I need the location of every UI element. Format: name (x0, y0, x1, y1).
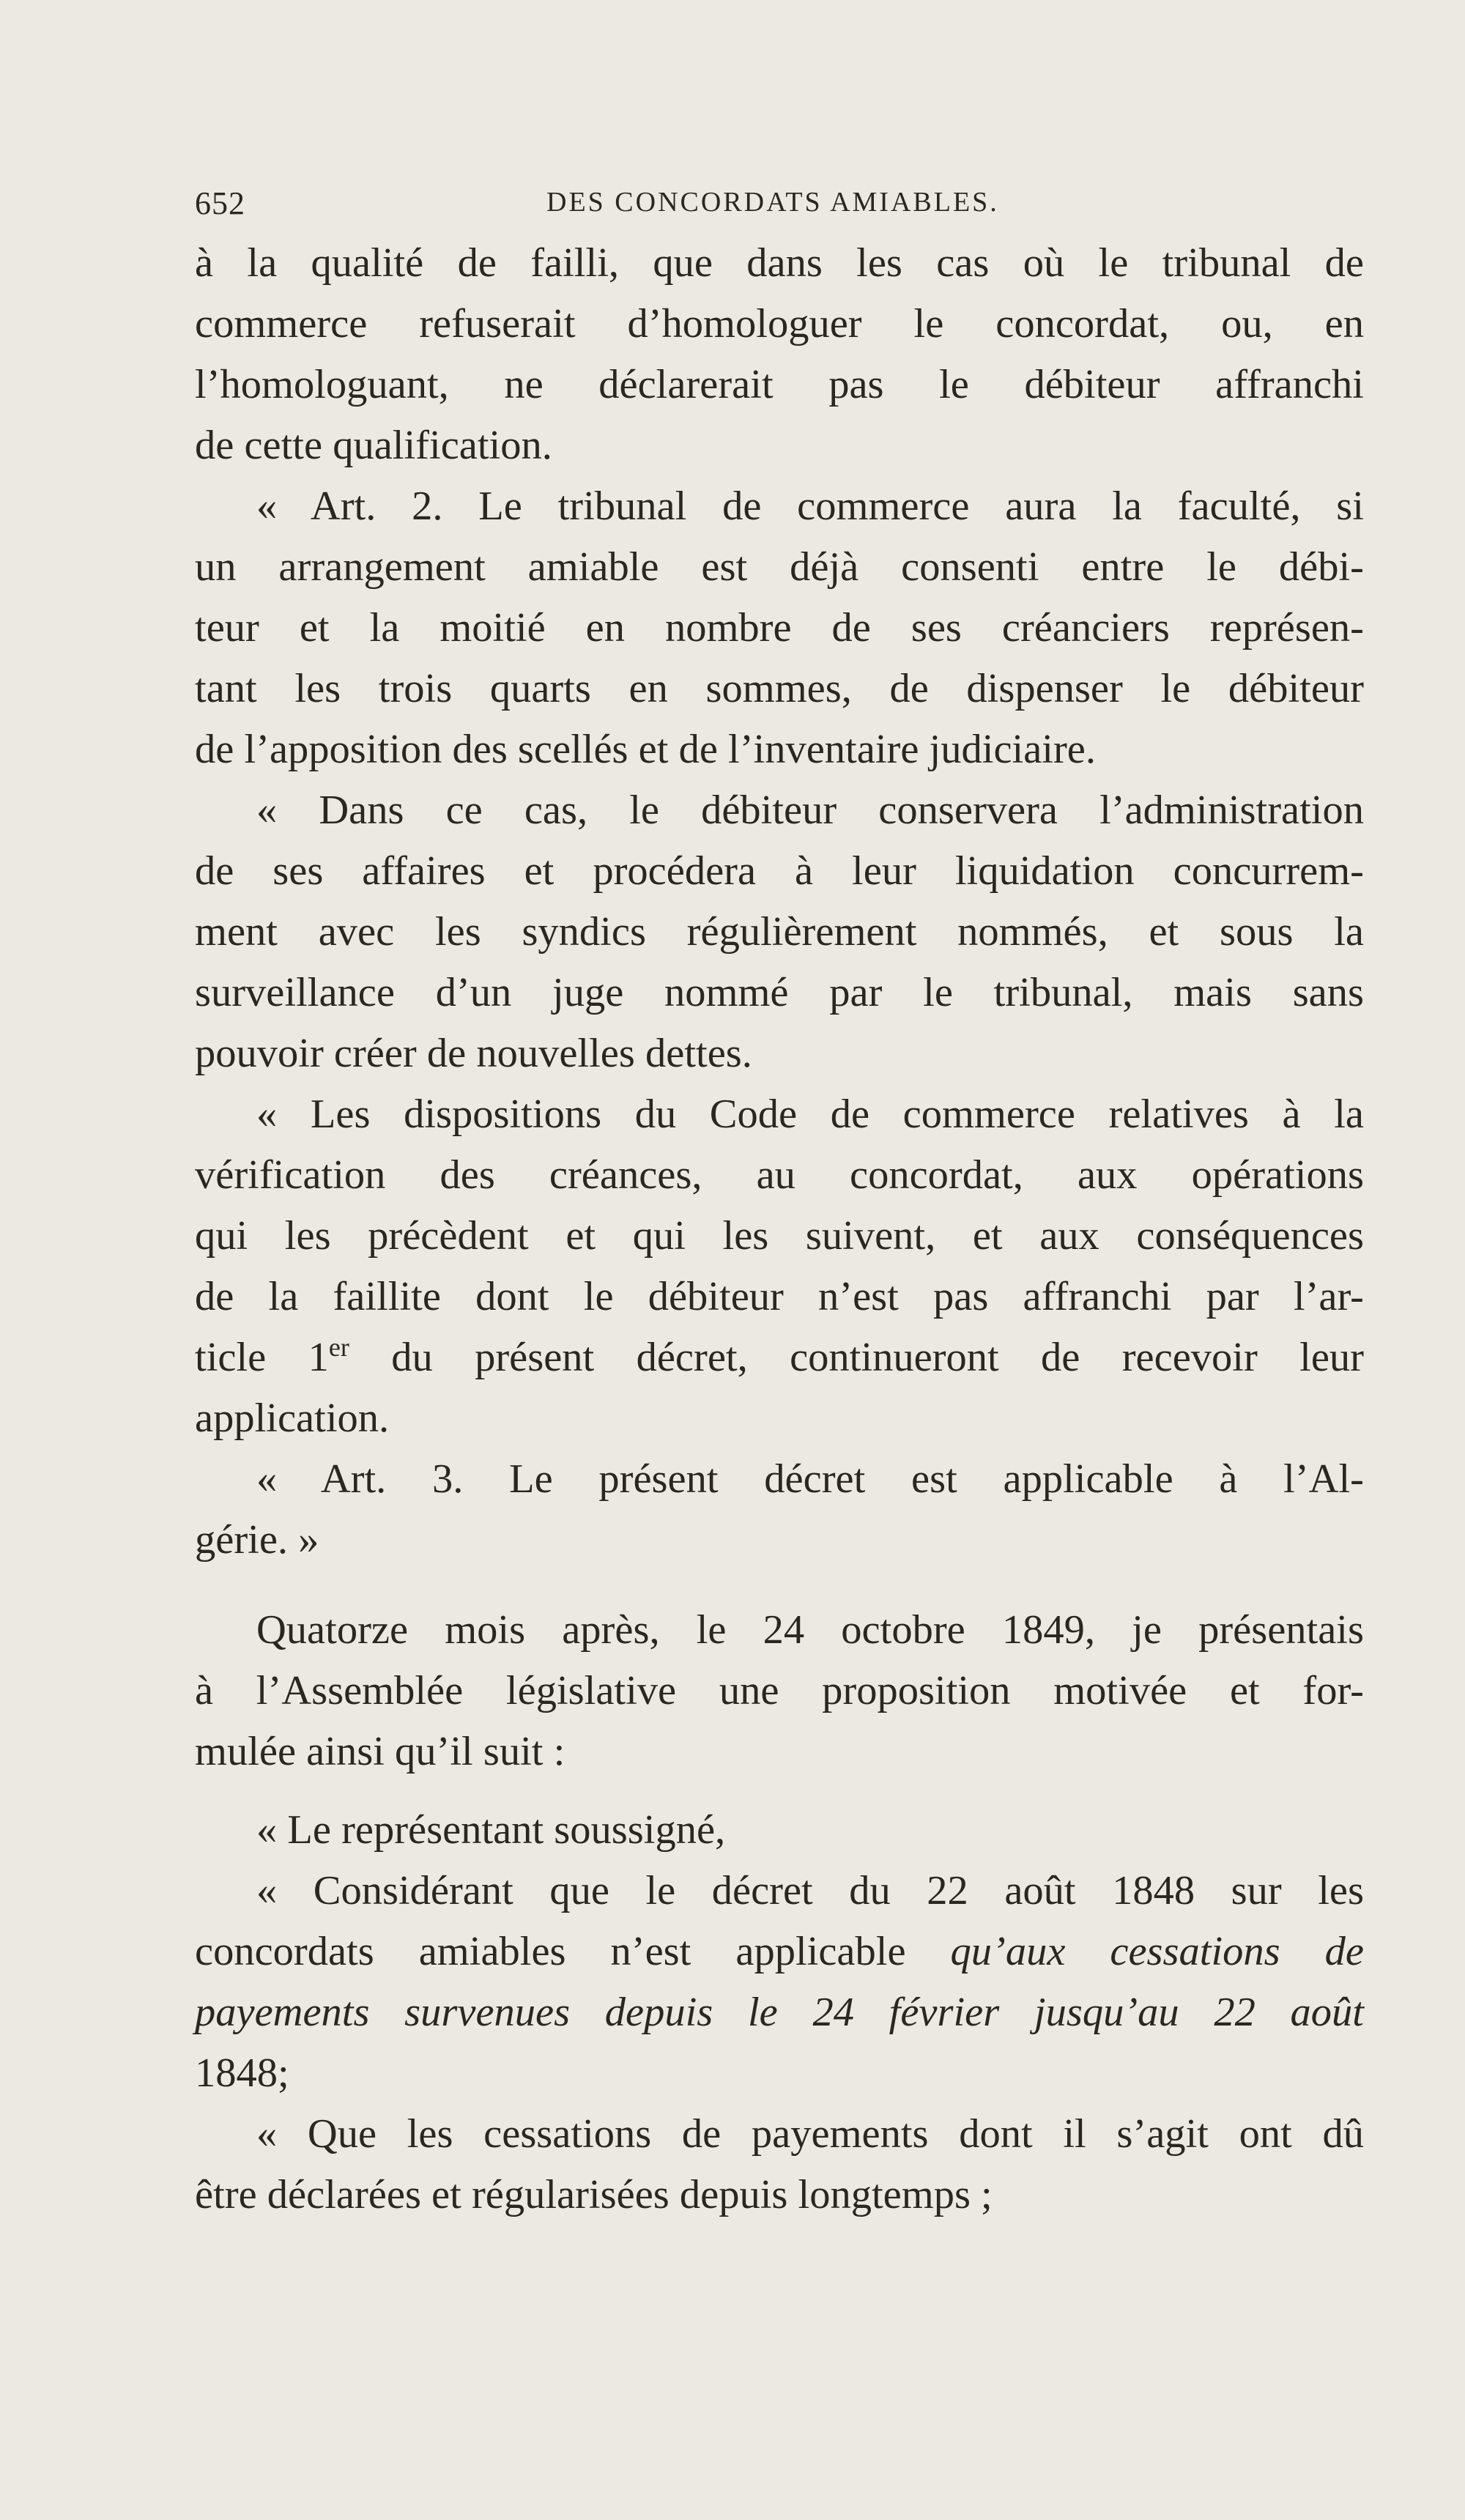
text-fragment: ticle 1 (195, 1335, 329, 1380)
running-title: DES CONCORDATS AMIABLES. (546, 187, 999, 218)
italic-text: qu’aux cessations de (950, 1929, 1364, 1974)
text-line: gérie. » (195, 1517, 319, 1563)
text-line: ment avec les syndics régulièrement nommés, et sous la (195, 909, 1364, 955)
paragraph-gap (195, 1782, 1364, 1800)
text-line: « Les dispositions du Code de commerce relatives à la (256, 1092, 1364, 1137)
text-line: un arrangement amiable est déjà consenti entre le débi- (195, 544, 1364, 590)
text-line: surveillance d’un juge nommé par le tribunal, mais sans (195, 970, 1364, 1015)
text-line: Quatorze mois après, le 24 octobre 1849, je présentais (256, 1607, 1364, 1653)
superscript: er (328, 1333, 349, 1362)
paragraph-gap (195, 1571, 1364, 1600)
page-header (195, 185, 1294, 229)
text-line: de la faillite dont le débiteur n’est pas affranchi par l’ar- (195, 1274, 1364, 1319)
text-line: commerce refuserait d’homologuer le concordat, ou, en (195, 301, 1364, 346)
text-line: teur et la moitié en nombre de ses créanciers représen- (195, 605, 1364, 651)
text-line: l’homologuant, ne déclarerait pas le débiteur affranchi (195, 362, 1364, 407)
text-line: de l’apposition des scellés et de l’inventaire judiciaire. (195, 727, 1097, 772)
text-line: « Considérant que le décret du 22 août 1848 sur les (256, 1868, 1364, 1913)
body-text (195, 233, 1364, 2226)
text-line: « Le représentant soussigné, (256, 1807, 726, 1853)
text-line: à l’Assemblée législative une proposition motivée et for- (195, 1668, 1364, 1713)
text-line: de ses affaires et procédera à leur liquidation concurrem- (195, 848, 1364, 894)
text-line: payements survenues depuis le 24 février jusqu’au 22 août (195, 1990, 1364, 2035)
text-line: être déclarées et régularisées depuis longtemps ; (195, 2172, 993, 2217)
text-line: à la qualité de failli, que dans les cas où le tribunal de (195, 240, 1364, 286)
text-line: de cette qualification. (195, 423, 552, 468)
text-line (195, 1922, 1364, 1982)
text-line: vérification des créances, au concordat, aux opérations (195, 1152, 1364, 1198)
text-line: mulée ainsi qu’il suit : (195, 1729, 565, 1774)
text-line: tant les trois quarts en sommes, de dispenser le débiteur (195, 666, 1364, 711)
paragraph-article-2 (195, 476, 1364, 780)
paragraph-considerant (195, 1861, 1364, 2104)
text-line: « Dans ce cas, le débiteur conservera l’administration (256, 788, 1364, 833)
paragraph-article-3 (195, 1449, 1364, 1571)
text-line: qui les précèdent et qui les suivent, et aux conséquences (195, 1213, 1364, 1259)
text-line: « Art. 3. Le présent décret est applicable à l’Al- (256, 1456, 1364, 1502)
paragraph-que-les-cessations (195, 2104, 1364, 2226)
text-fragment: concordats amiables n’est applicable (195, 1929, 951, 1974)
text-line: « Art. 2. Le tribunal de commerce aura la faculté, si (256, 483, 1364, 529)
text-line: « Que les cessations de payements dont il s’agit ont dû (256, 2111, 1364, 2157)
paragraph-dispositions (195, 1084, 1364, 1449)
paragraph-article-1-end (195, 233, 1364, 476)
paragraph-quatorze-mois (195, 1600, 1364, 1782)
paragraph-representant (195, 1800, 1364, 1861)
page-number: 652 (195, 185, 245, 221)
text-line (195, 1327, 1364, 1388)
text-line: 1848; (195, 2050, 289, 2096)
text-line: pouvoir créer de nouvelles dettes. (195, 1031, 752, 1076)
paragraph-dans-ce-cas (195, 780, 1364, 1084)
text-fragment: du présent décret, continueront de recevoir leur (349, 1335, 1364, 1380)
text-line: application. (195, 1396, 390, 1441)
